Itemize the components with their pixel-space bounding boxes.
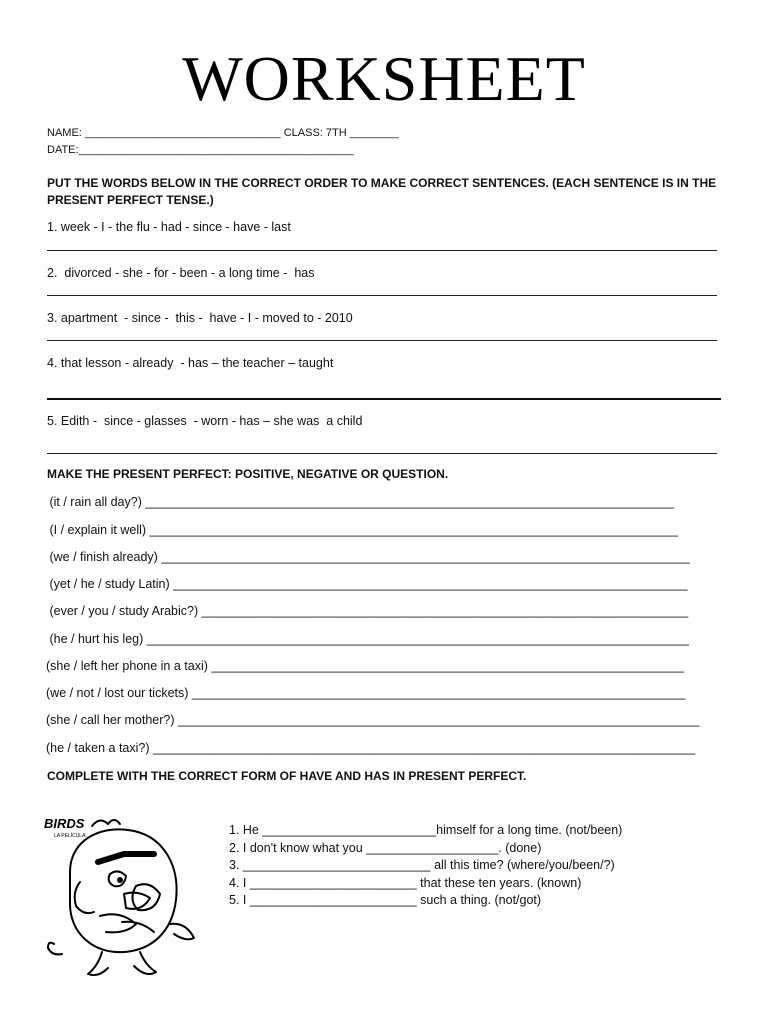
answer-line-2 bbox=[47, 295, 717, 296]
bird-logo bbox=[44, 816, 86, 839]
reorder-item-5: 5. Edith - since - glasses - worn - has – she was a child bbox=[47, 414, 363, 428]
present-perfect-item-4: (yet / he / study Latin) __________________________________________________________________________ bbox=[46, 577, 688, 591]
have-has-item-5: 5. I ________________________ such a thing. (not/got) bbox=[229, 893, 542, 907]
bird-body bbox=[48, 820, 194, 975]
reorder-item-1: 1. week - I - the flu - had - since - have - last bbox=[47, 220, 291, 234]
answer-line-1 bbox=[47, 250, 717, 251]
worksheet-title: WORKSHEET bbox=[182, 43, 586, 114]
section3-instruction: COMPLETE WITH THE CORRECT FORM OF HAVE AND HAS IN PRESENT PERFECT. bbox=[47, 769, 527, 783]
present-perfect-item-7: (she / left her phone in a taxi) ____________________________________________________________________ bbox=[46, 659, 685, 673]
answer-line-3 bbox=[47, 340, 717, 341]
present-perfect-item-8: (we / not / lost our tickets) _______________________________________________________________________ bbox=[46, 686, 686, 700]
present-perfect-item-6: (he / hurt his leg) ______________________________________________________________________________ bbox=[46, 632, 689, 646]
bird-logo-text: BIRDS bbox=[44, 816, 85, 831]
have-has-item-3: 3. ___________________________ all this time? (where/you/been/?) bbox=[229, 858, 615, 872]
section1-instruction-line1: PUT THE WORDS BELOW IN THE CORRECT ORDER TO MAKE CORRECT SENTENCES. (EACH SENTENCE IS IN THE bbox=[47, 176, 717, 190]
section2-instruction: MAKE THE PRESENT PERFECT: POSITIVE, NEGATIVE OR QUESTION. bbox=[47, 467, 449, 481]
have-has-item-2: 2. I don't know what you ___________________. (done) bbox=[229, 841, 542, 855]
reorder-item-2: 2. divorced - she - for - been - a long time - has bbox=[47, 266, 315, 280]
present-perfect-item-10: (he / taken a taxi?) ______________________________________________________________________________ bbox=[46, 741, 696, 755]
angry-bird-illustration bbox=[40, 812, 210, 987]
present-perfect-item-9: (she / call her mother?) ___________________________________________________________________________ bbox=[46, 713, 700, 727]
answer-line-4 bbox=[47, 398, 721, 400]
section1-instruction-line2: PRESENT PERFECT TENSE.) bbox=[47, 193, 214, 207]
present-perfect-item-1: (it / rain all day?) ____________________________________________________________________________ bbox=[46, 495, 674, 509]
date-line: DATE:_____________________________________________ bbox=[47, 144, 354, 156]
bird-logo-subtitle: LA PELÍCULA bbox=[54, 833, 86, 839]
answer-line-5 bbox=[47, 453, 717, 454]
have-has-item-1: 1. He _________________________himself for a long time. (not/been) bbox=[229, 823, 623, 837]
present-perfect-item-2: (I / explain it well) ____________________________________________________________________________ bbox=[46, 523, 678, 537]
have-has-item-4: 4. I ________________________ that these ten years. (known) bbox=[229, 876, 582, 890]
reorder-item-4: 4. that lesson - already - has – the teacher – taught bbox=[47, 356, 334, 370]
present-perfect-item-3: (we / finish already) ____________________________________________________________________________ bbox=[46, 550, 690, 564]
reorder-item-3: 3. apartment - since - this - have - I - moved to - 2010 bbox=[47, 311, 353, 325]
present-perfect-item-5: (ever / you / study Arabic?) ______________________________________________________________________ bbox=[46, 604, 689, 618]
name-class-line: NAME: ________________________________ CLASS: 7TH ________ bbox=[47, 127, 399, 139]
